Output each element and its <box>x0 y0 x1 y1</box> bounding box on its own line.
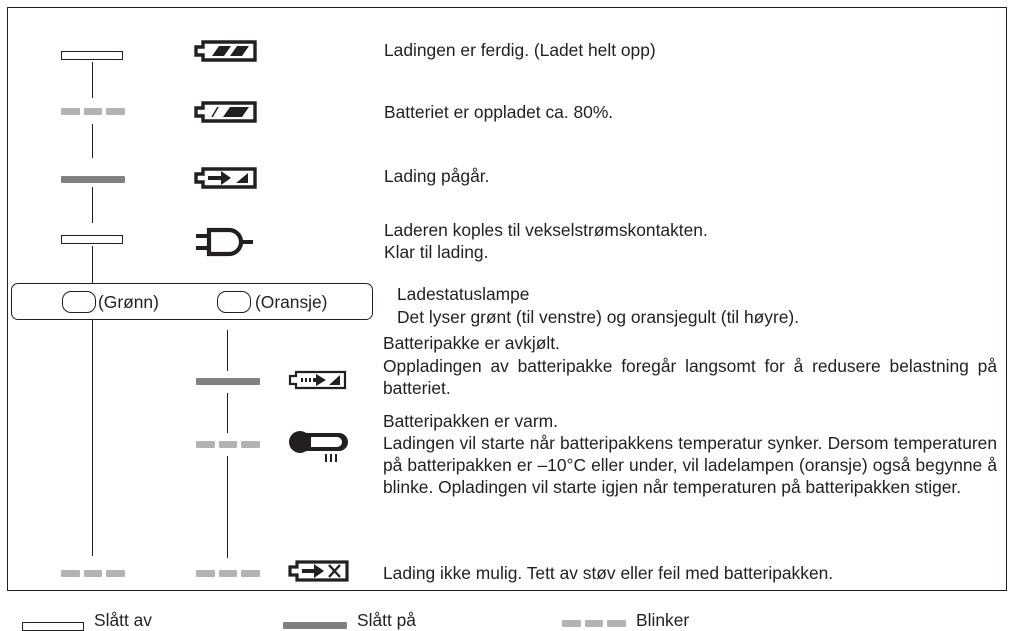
charging-error-text: Lading ikke mulig. Tett av støv eller feil med batteripakken. <box>383 563 834 583</box>
orange-lamp-label: (Oransje) <box>255 292 328 312</box>
legend-on-label: Slått på <box>357 610 416 630</box>
legend-blink-label: Blinker <box>636 610 690 630</box>
status-80-text: Batteriet er oppladet ca. 80%. <box>384 102 614 122</box>
connector-line <box>92 124 93 158</box>
slow-charging-icon <box>286 369 348 391</box>
lamp-blink-indicator <box>196 570 260 577</box>
thermometer-hot-icon <box>287 429 349 463</box>
battery-80-icon <box>192 100 258 124</box>
status-full-text: Ladingen er ferdig. (Ladet helt opp) <box>384 40 656 60</box>
cold-battery-body: Oppladingen av batteripakke foregår langsomt for å redusere belastning på batteriet. <box>383 356 997 398</box>
connector-line <box>92 246 93 283</box>
lamp-blink-indicator <box>196 441 260 448</box>
connector-line <box>92 320 93 556</box>
cold-battery-title: Batteripakke er avkjølt. <box>383 333 560 353</box>
status-ready-text-2: Klar til lading. <box>384 242 489 262</box>
ac-plug-icon <box>193 226 261 258</box>
connector-line <box>227 456 228 558</box>
lamp-off-indicator <box>61 51 123 60</box>
green-lamp-label: (Grønn) <box>98 292 159 312</box>
lamp-blink-indicator <box>61 570 125 577</box>
legend-blink-swatch <box>562 620 626 627</box>
hot-battery-body: Ladingen vil starte når batteripakkens temperatur synker. Dersom temperaturen på batteripakken er –10°C eller under, vil ladelampen (oransje) også begynne å blinke. Opladingen vil starte igjen når temperaturen på batteripakken stiger. <box>383 433 997 497</box>
status-lamp-description: Det lyser grønt (til venstre) og oransjegult (til høyre). <box>397 307 800 327</box>
orange-lamp <box>217 291 251 313</box>
connector-line <box>92 62 93 98</box>
status-charging-text: Lading pågår. <box>384 166 490 186</box>
lamp-off-indicator <box>61 235 123 244</box>
hot-battery-title: Batteripakken er varm. <box>383 411 558 431</box>
battery-charging-icon <box>192 166 258 190</box>
connector-line <box>227 393 228 433</box>
status-lamp-title: Ladestatuslampe <box>397 284 530 304</box>
battery-full-icon <box>192 39 258 63</box>
legend-on-swatch <box>283 622 347 629</box>
green-lamp <box>62 291 96 313</box>
lamp-on-indicator <box>61 176 125 183</box>
status-ready-text: Laderen koples til vekselstrømskontakten. <box>384 220 708 240</box>
legend-off-label: Slått av <box>94 610 152 630</box>
lamp-blink-indicator <box>61 108 125 115</box>
status-lamp-box <box>11 283 373 320</box>
legend-off-swatch <box>22 622 84 631</box>
connector-line <box>227 330 228 371</box>
charging-error-icon <box>286 559 350 583</box>
lamp-on-indicator <box>196 378 260 385</box>
connector-line <box>92 187 93 223</box>
